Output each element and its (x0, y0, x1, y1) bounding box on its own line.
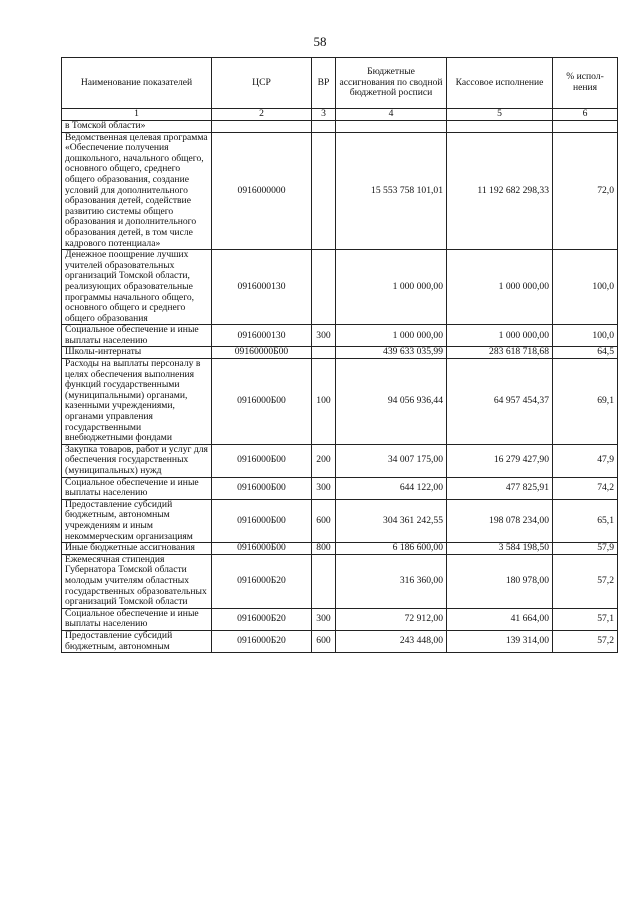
cell-csr: 0916000130 (212, 250, 312, 325)
cell-percent: 57,2 (553, 630, 618, 652)
cell-budget: 243 448,00 (336, 630, 447, 652)
cell-vr (312, 132, 336, 250)
table-row (62, 543, 618, 555)
column-number: 1 (62, 109, 212, 121)
column-number: 4 (336, 109, 447, 121)
column-number: 6 (553, 109, 618, 121)
cell-csr: 0916000Б00 (212, 499, 312, 542)
table-row (62, 250, 618, 325)
column-number: 2 (212, 109, 312, 121)
table-row (62, 630, 618, 652)
cell-name: Предоставление субсидий бюджетным, автономным (62, 630, 212, 652)
cell-vr: 600 (312, 630, 336, 652)
cell-cash: 198 078 234,00 (447, 499, 553, 542)
header-name: Наименование показателей (62, 58, 212, 109)
cell-name: Социальное обеспечение и иные выплаты населению (62, 477, 212, 499)
cell-cash: 16 279 427,90 (447, 444, 553, 477)
cell-percent: 69,1 (553, 359, 618, 445)
cell-csr: 0916000Б00 (212, 359, 312, 445)
cell-budget: 1 000 000,00 (336, 325, 447, 347)
table-row (62, 121, 618, 133)
table-body (62, 121, 618, 653)
cell-cash: 11 192 682 298,33 (447, 132, 553, 250)
cell-percent: 47,9 (553, 444, 618, 477)
table-row (62, 477, 618, 499)
cell-csr: 0916000Б00 (212, 543, 312, 555)
cell-percent: 64,5 (553, 347, 618, 359)
cell-name: Социальное обеспечение и иные выплаты населению (62, 325, 212, 347)
cell-name: Иные бюджетные ассигнования (62, 543, 212, 555)
cell-vr: 100 (312, 359, 336, 445)
table-row (62, 359, 618, 445)
table-row (62, 444, 618, 477)
cell-percent: 100,0 (553, 325, 618, 347)
cell-budget: 94 056 936,44 (336, 359, 447, 445)
cell-budget: 34 007 175,00 (336, 444, 447, 477)
table-row (62, 554, 618, 608)
cell-csr: 09160000Б00 (212, 347, 312, 359)
cell-vr (312, 347, 336, 359)
cell-cash: 3 584 198,50 (447, 543, 553, 555)
cell-vr (312, 250, 336, 325)
cell-vr: 300 (312, 477, 336, 499)
table-row (62, 608, 618, 630)
cell-percent: 65,1 (553, 499, 618, 542)
cell-budget: 644 122,00 (336, 477, 447, 499)
cell-cash: 283 618 718,68 (447, 347, 553, 359)
table-row (62, 132, 618, 250)
cell-percent: 100,0 (553, 250, 618, 325)
cell-cash: 477 825,91 (447, 477, 553, 499)
cell-name: Ежемесячная стипендия Губернатора Томской области молодым учителям областных государственных образовательных организаций Томской области (62, 554, 212, 608)
cell-vr: 300 (312, 608, 336, 630)
header-percent: % испол-нения (553, 58, 618, 109)
cell-vr: 200 (312, 444, 336, 477)
cell-name: Школы-интернаты (62, 347, 212, 359)
cell-name: Закупка товаров, работ и услуг для обеспечения государственных (муниципальных) нужд (62, 444, 212, 477)
table-header-row (62, 58, 618, 109)
cell-vr: 300 (312, 325, 336, 347)
cell-percent: 57,9 (553, 543, 618, 555)
cell-budget (336, 121, 447, 133)
cell-budget: 6 186 600,00 (336, 543, 447, 555)
cell-name: Предоставление субсидий бюджетным, автономным учреждениям и иным некоммерческим организациям (62, 499, 212, 542)
header-cash: Кассовое исполнение (447, 58, 553, 109)
cell-percent (553, 121, 618, 133)
header-vr: ВР (312, 58, 336, 109)
cell-percent: 74,2 (553, 477, 618, 499)
table-row (62, 499, 618, 542)
cell-cash: 1 000 000,00 (447, 325, 553, 347)
header-csr: ЦСР (212, 58, 312, 109)
budget-execution-table (61, 57, 618, 653)
cell-csr: 0916000Б00 (212, 477, 312, 499)
cell-name: в Томской области» (62, 121, 212, 133)
column-number-row (62, 109, 618, 121)
column-number: 3 (312, 109, 336, 121)
column-number: 5 (447, 109, 553, 121)
cell-budget: 439 633 035,99 (336, 347, 447, 359)
cell-csr (212, 121, 312, 133)
cell-budget: 15 553 758 101,01 (336, 132, 447, 250)
cell-vr: 800 (312, 543, 336, 555)
cell-cash: 64 957 454,37 (447, 359, 553, 445)
table-row (62, 325, 618, 347)
cell-csr: 0916000130 (212, 325, 312, 347)
cell-cash: 139 314,00 (447, 630, 553, 652)
cell-budget: 72 912,00 (336, 608, 447, 630)
cell-csr: 0916000000 (212, 132, 312, 250)
cell-budget: 316 360,00 (336, 554, 447, 608)
cell-csr: 0916000Б00 (212, 444, 312, 477)
header-budget: Бюджетные ассигнования по сводной бюджетной росписи (336, 58, 447, 109)
cell-cash (447, 121, 553, 133)
cell-percent: 72,0 (553, 132, 618, 250)
cell-budget: 1 000 000,00 (336, 250, 447, 325)
cell-name: Социальное обеспечение и иные выплаты населению (62, 608, 212, 630)
cell-vr (312, 121, 336, 133)
cell-name: Расходы на выплаты персоналу в целях обеспечения выполнения функций государственными (муниципальными) органами, казенными учреждениями, органами управления государственными внебюджетными фондами (62, 359, 212, 445)
cell-budget: 304 361 242,55 (336, 499, 447, 542)
cell-vr (312, 554, 336, 608)
cell-vr: 600 (312, 499, 336, 542)
cell-csr: 0916000Б20 (212, 554, 312, 608)
table-row (62, 347, 618, 359)
cell-name: Денежное поощрение лучших учителей образовательных организаций Томской области, реализующих образовательные программы начального общего, основного общего и среднего общего образования (62, 250, 212, 325)
cell-name: Ведомственная целевая программа «Обеспечение получения дошкольного, начального общего, основного общего, среднего общего образования, создание условий для дополнительного образования детей, содействие развитию системы общего образования и дополнительного образования детей, в том числе кадрового потенциала» (62, 132, 212, 250)
page-number: 58 (313, 34, 327, 49)
cell-percent: 57,1 (553, 608, 618, 630)
cell-cash: 180 978,00 (447, 554, 553, 608)
cell-cash: 41 664,00 (447, 608, 553, 630)
cell-csr: 0916000Б20 (212, 630, 312, 652)
cell-percent: 57,2 (553, 554, 618, 608)
cell-csr: 0916000Б20 (212, 608, 312, 630)
cell-cash: 1 000 000,00 (447, 250, 553, 325)
